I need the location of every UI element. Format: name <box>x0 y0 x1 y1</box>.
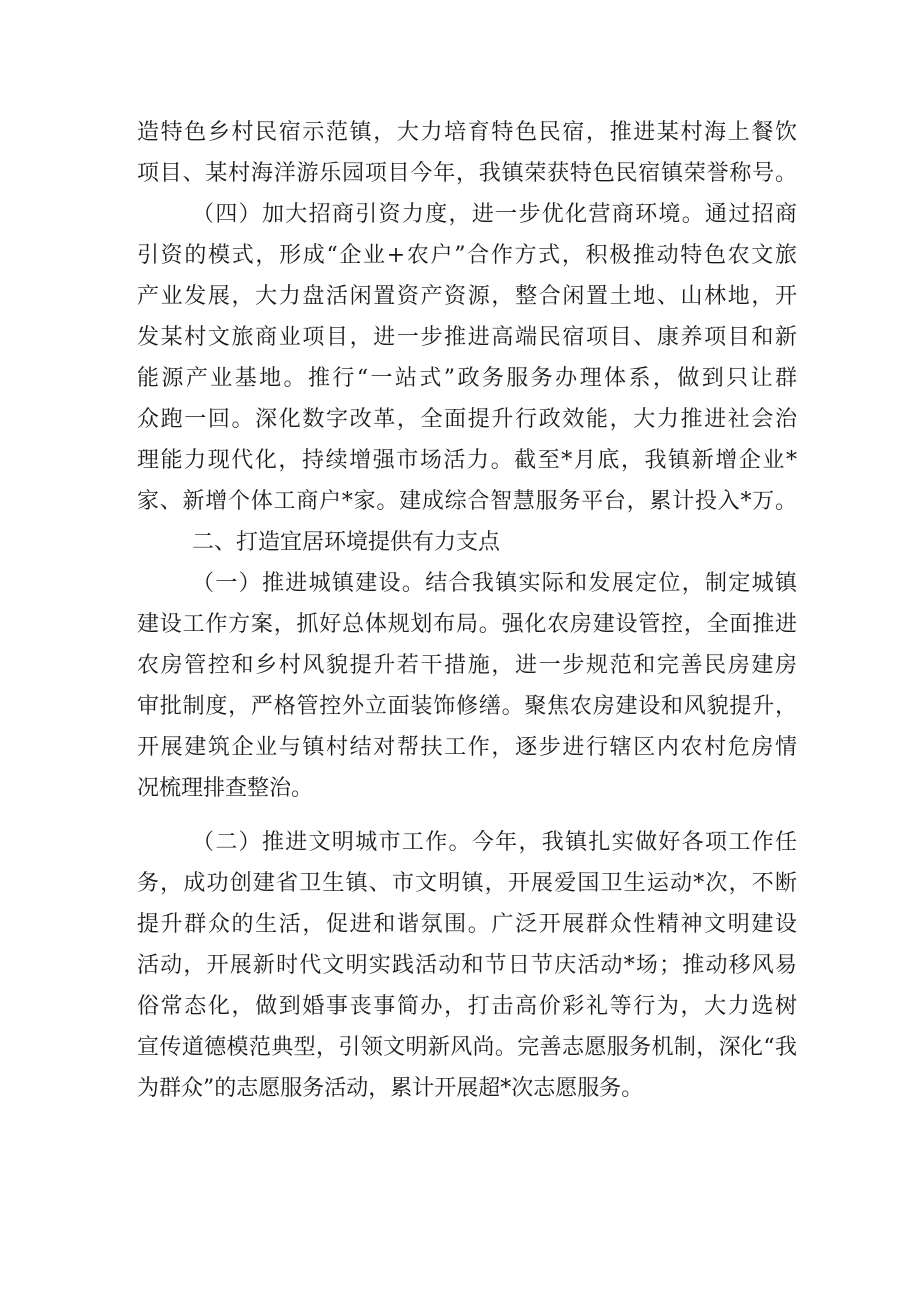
text-line: 活动，开展新时代文明实践活动和节日节庆活动*场；推动移风易 <box>137 953 797 978</box>
text-line: 理能力现代化，持续增强市场活力。截至*月底，我镇新增企业* <box>137 448 797 473</box>
text-line: 建设工作方案，抓好总体规划布局。强化农房建设管控，全面推进 <box>137 612 797 637</box>
text-line: 俗常态化，做到婚事丧事简办，打击高价彩礼等行为，大力选树 <box>137 994 797 1019</box>
paragraph-attract-investment <box>137 194 797 522</box>
text-line: 能源产业基地。推行“一站式”政务服务办理体系，做到只让群 <box>137 366 797 391</box>
text-line: 项目、某村海洋游乐园项目今年，我镇荣获特色民宿镇荣誉称号。 <box>137 161 797 186</box>
text-line: 审批制度，严格管控外立面装饰修缮。聚焦农房建设和风貌提升， <box>137 694 797 719</box>
paragraph-gap <box>137 809 797 822</box>
section-heading: 二、打造宜居环境提供有力支点 <box>192 530 501 555</box>
paragraph-town-construction <box>137 563 797 809</box>
text-line: 开展建筑企业与镇村结对帮扶工作，逐步进行辖区内农村危房情 <box>137 735 797 760</box>
text-line: 众跑一回。深化数字改革，全面提升行政效能，大力推进社会治 <box>137 407 797 432</box>
paragraph-civilized-city <box>137 822 797 1109</box>
document-body <box>137 112 797 1109</box>
text-line: （四）加大招商引资力度，进一步优化营商环境。通过招商 <box>192 202 797 227</box>
text-line: （二）推进文明城市工作。今年，我镇扎实做好各项工作任 <box>192 830 797 855</box>
text-line: 宣传道德模范典型，引领文明新风尚。完善志愿服务机制，深化“我 <box>137 1035 797 1060</box>
text-line: 提升群众的生活，促进和谐氛围。广泛开展群众性精神文明建设 <box>137 912 797 937</box>
text-line: 引资的模式，形成“企业+农户”合作方式，积极推动特色农文旅 <box>137 243 797 268</box>
text-line: 发某村文旅商业项目，进一步推进高端民宿项目、康养项目和新 <box>137 325 797 350</box>
text-line: 家、新增个体工商户*家。建成综合智慧服务平台，累计投入*万。 <box>137 489 797 514</box>
paragraph-continuation <box>137 112 797 194</box>
text-line: 农房管控和乡村风貌提升若干措施，进一步规范和完善民房建房 <box>137 653 797 678</box>
text-line: 造特色乡村民宿示范镇，大力培育特色民宿，推进某村海上餐饮 <box>137 120 797 145</box>
text-line: 为群众”的志愿服务活动，累计开展超*次志愿服务。 <box>137 1076 644 1101</box>
text-line: 产业发展，大力盘活闲置资产资源，整合闲置土地、山林地，开 <box>137 284 797 309</box>
text-line: 况梳理排查整治。 <box>137 776 314 801</box>
text-line: 务，成功创建省卫生镇、市文明镇，开展爱国卫生运动*次，不断 <box>137 871 797 896</box>
text-line: （一）推进城镇建设。结合我镇实际和发展定位，制定城镇 <box>192 571 797 596</box>
